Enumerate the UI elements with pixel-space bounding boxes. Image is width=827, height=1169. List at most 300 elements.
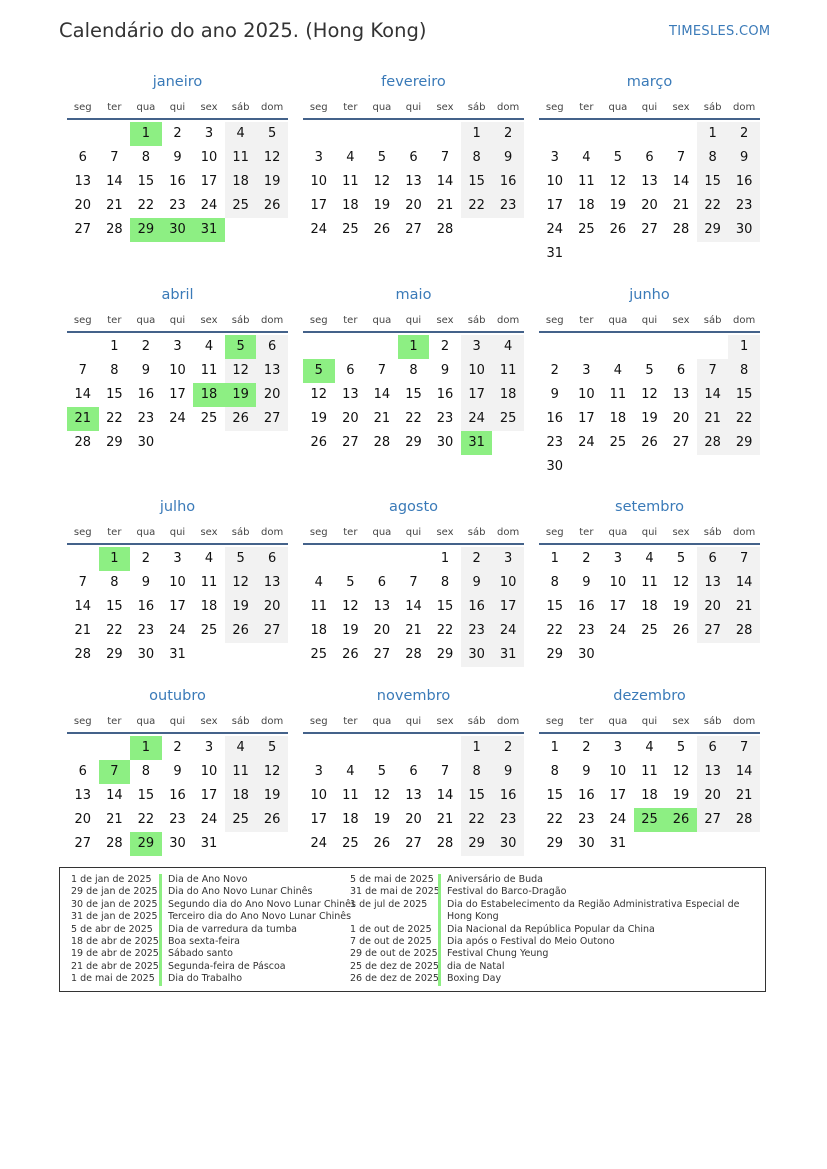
- day-cell: 11: [641, 764, 658, 779]
- day-cell: 16: [546, 411, 564, 426]
- day-cell: 3: [204, 740, 214, 755]
- weekday-label: dom: [261, 715, 284, 727]
- day-cell: 2: [492, 122, 524, 146]
- holiday-name: Boa sexta-feira: [159, 936, 240, 948]
- day-cell: 13: [256, 359, 288, 383]
- weekday-label: ter: [107, 526, 122, 538]
- day-cell: 27: [74, 222, 92, 237]
- weekday-label: ter: [579, 715, 594, 727]
- day-cell: 28: [74, 435, 92, 450]
- day-cell: 23: [436, 411, 454, 426]
- day-cell: 3: [173, 339, 182, 354]
- day-cell: 7: [440, 764, 450, 779]
- weekday-label: sex: [672, 314, 690, 326]
- day-cell: 24: [169, 411, 186, 426]
- day-cell: 13: [256, 571, 288, 595]
- day-cell: 8: [461, 146, 493, 170]
- weekday-label: sáb: [231, 715, 250, 727]
- day-cell: 4: [204, 551, 214, 566]
- holiday-entry: [71, 874, 356, 886]
- empty-cell: [256, 431, 288, 455]
- day-cell: 19: [256, 784, 288, 808]
- day-cell: 27: [256, 619, 288, 643]
- empty-cell: [335, 547, 367, 571]
- empty-cell: [728, 455, 760, 479]
- empty-cell: [67, 122, 99, 146]
- holiday-entry: [71, 948, 356, 960]
- weekday-label: dom: [733, 314, 756, 326]
- week-row: [303, 122, 524, 146]
- day-cell: 2: [173, 740, 182, 755]
- holiday-day: 5: [303, 359, 335, 383]
- week-row: [539, 808, 760, 832]
- empty-cell: [303, 122, 335, 146]
- day-cell: 3: [613, 551, 623, 566]
- weekday-label: dom: [261, 101, 284, 113]
- holiday-name: Dia de Ano Novo: [159, 874, 247, 886]
- day-cell: 20: [405, 812, 422, 827]
- day-cell: 18: [492, 383, 524, 407]
- month-junho: [539, 285, 760, 479]
- week-row: [303, 431, 524, 455]
- day-cell: 11: [342, 788, 359, 803]
- day-cell: 3: [314, 150, 323, 165]
- week-row: [303, 383, 524, 407]
- day-cell: 28: [405, 647, 422, 662]
- day-cell: 28: [697, 431, 729, 455]
- weekday-header: [539, 521, 760, 545]
- day-cell: 24: [578, 435, 595, 450]
- weekday-label: dom: [497, 526, 520, 538]
- empty-cell: [539, 335, 571, 359]
- empty-cell: [398, 547, 430, 571]
- day-cell: 3: [582, 363, 591, 378]
- day-cell: 10: [609, 575, 627, 590]
- day-cell: 1: [697, 122, 729, 146]
- weekday-label: ter: [579, 526, 594, 538]
- day-cell: 24: [310, 222, 328, 237]
- day-cell: 9: [141, 363, 151, 378]
- month-name: maio: [395, 287, 432, 303]
- empty-cell: [256, 643, 288, 667]
- day-cell: 16: [137, 599, 155, 614]
- day-cell: 16: [169, 174, 186, 189]
- week-row: [539, 218, 760, 242]
- week-row: [67, 431, 288, 455]
- empty-cell: [303, 335, 335, 359]
- day-cell: 28: [106, 222, 123, 237]
- holiday-day: 29: [130, 832, 162, 856]
- month-name: agosto: [388, 499, 439, 515]
- day-cell: 10: [492, 571, 524, 595]
- day-cell: 10: [169, 363, 186, 378]
- day-cell: 10: [546, 174, 564, 189]
- day-cell: 25: [342, 222, 359, 237]
- day-cell: 3: [492, 547, 524, 571]
- day-cell: 6: [377, 575, 387, 590]
- day-cell: 13: [697, 571, 729, 595]
- week-row: [67, 643, 288, 667]
- weekday-header: [303, 309, 524, 333]
- week-row: [539, 242, 760, 266]
- day-cell: 19: [641, 411, 658, 426]
- day-cell: 20: [256, 383, 288, 407]
- day-cell: 25: [492, 407, 524, 431]
- holiday-date: 5 de mai de 2025: [350, 874, 434, 885]
- day-cell: 14: [74, 387, 92, 402]
- day-cell: 23: [461, 619, 493, 643]
- brand-link[interactable]: TIMESLES.COM: [669, 24, 771, 39]
- day-cell: 3: [314, 764, 323, 779]
- day-cell: 9: [173, 150, 182, 165]
- holiday-name: Terceiro dia do Ano Novo Lunar Chinês: [159, 911, 351, 923]
- day-cell: 21: [405, 623, 422, 638]
- day-cell: 5: [377, 150, 387, 165]
- weekday-header: [303, 521, 524, 545]
- weekday-label: qui: [405, 314, 422, 326]
- day-cell: 29: [728, 431, 760, 455]
- empty-cell: [398, 736, 430, 760]
- day-cell: 3: [550, 150, 559, 165]
- day-cell: 11: [310, 599, 328, 614]
- holiday-date: 1 de jan de 2025: [71, 874, 152, 885]
- day-cell: 17: [310, 198, 328, 213]
- empty-cell: [398, 122, 430, 146]
- day-cell: 1: [550, 740, 559, 755]
- day-cell: 6: [697, 736, 729, 760]
- week-row: [303, 170, 524, 194]
- day-cell: 22: [728, 407, 760, 431]
- empty-cell: [602, 455, 634, 479]
- week-row: [303, 407, 524, 431]
- day-cell: 22: [405, 411, 422, 426]
- day-cell: 26: [672, 623, 690, 638]
- day-cell: 27: [405, 836, 422, 851]
- day-cell: 18: [310, 623, 328, 638]
- empty-cell: [634, 643, 666, 667]
- week-row: [303, 335, 524, 359]
- day-cell: 2: [550, 363, 559, 378]
- day-cell: 19: [373, 198, 391, 213]
- holiday-entry: [71, 886, 356, 898]
- empty-cell: [697, 455, 729, 479]
- week-row: [67, 194, 288, 218]
- day-cell: 2: [173, 126, 182, 141]
- day-cell: 23: [492, 194, 524, 218]
- day-cell: 15: [137, 788, 155, 803]
- week-row: [67, 760, 288, 784]
- day-cell: 26: [256, 194, 288, 218]
- month-name: fevereiro: [381, 74, 446, 90]
- day-cell: 31: [492, 643, 524, 667]
- day-cell: 15: [137, 174, 155, 189]
- day-cell: 25: [342, 836, 359, 851]
- weekday-label: sáb: [467, 715, 486, 727]
- week-row: [303, 547, 524, 571]
- day-cell: 20: [342, 411, 359, 426]
- day-cell: 9: [728, 146, 760, 170]
- day-cell: 15: [728, 383, 760, 407]
- day-cell: 13: [373, 599, 391, 614]
- weekday-label: qui: [641, 101, 658, 113]
- day-cell: 9: [492, 760, 524, 784]
- day-cell: 11: [609, 387, 627, 402]
- day-cell: 6: [409, 150, 418, 165]
- empty-cell: [634, 455, 666, 479]
- day-cell: 13: [74, 174, 92, 189]
- day-cell: 23: [546, 435, 564, 450]
- day-cell: 12: [672, 764, 690, 779]
- day-cell: 2: [141, 339, 151, 354]
- day-cell: 7: [110, 150, 119, 165]
- day-cell: 9: [492, 146, 524, 170]
- day-cell: 8: [409, 363, 418, 378]
- holiday-entry: [350, 886, 747, 898]
- day-cell: 12: [672, 575, 690, 590]
- day-cell: 10: [200, 764, 218, 779]
- weekday-label: dom: [261, 314, 284, 326]
- weekday-header: [67, 309, 288, 333]
- holiday-name: Dia do Ano Novo Lunar Chinês: [159, 886, 312, 898]
- day-cell: 27: [697, 619, 729, 643]
- day-cell: 23: [578, 623, 595, 638]
- day-cell: 31: [546, 246, 564, 261]
- weekday-label: ter: [343, 101, 358, 113]
- day-cell: 30: [137, 647, 155, 662]
- empty-cell: [303, 547, 335, 571]
- day-cell: 14: [436, 788, 454, 803]
- week-row: [303, 619, 524, 643]
- day-cell: 10: [578, 387, 595, 402]
- empty-cell: [665, 643, 697, 667]
- day-cell: 21: [373, 411, 391, 426]
- holiday-day: 1: [130, 736, 162, 760]
- week-row: [539, 784, 760, 808]
- empty-cell: [193, 431, 225, 455]
- day-cell: 19: [672, 599, 690, 614]
- holiday-entry: [350, 973, 747, 985]
- month-name: março: [626, 74, 673, 90]
- weekday-label: qua: [608, 715, 628, 727]
- weekday-label: seg: [309, 715, 328, 727]
- day-cell: 14: [436, 174, 454, 189]
- day-cell: 7: [78, 575, 87, 590]
- empty-cell: [634, 335, 666, 359]
- holiday-date: 5 de abr de 2025: [71, 923, 153, 935]
- day-cell: 10: [310, 788, 328, 803]
- day-cell: 29: [106, 435, 123, 450]
- day-cell: 17: [200, 174, 218, 189]
- empty-cell: [335, 335, 367, 359]
- empty-cell: [665, 335, 697, 359]
- weekday-header: [67, 521, 288, 545]
- day-cell: 15: [436, 599, 454, 614]
- day-cell: 8: [550, 575, 559, 590]
- day-cell: 7: [409, 575, 418, 590]
- day-cell: 22: [546, 623, 564, 638]
- day-cell: 17: [169, 599, 186, 614]
- page-title: Calendário do ano 2025. (Hong Kong): [59, 19, 427, 42]
- day-cell: 19: [256, 170, 288, 194]
- month-name: novembro: [376, 688, 451, 704]
- day-cell: 6: [78, 764, 87, 779]
- day-cell: 26: [225, 619, 257, 643]
- empty-cell: [99, 122, 131, 146]
- empty-cell: [225, 832, 257, 856]
- week-row: [67, 832, 288, 856]
- day-cell: 24: [461, 407, 493, 431]
- day-cell: 17: [609, 599, 627, 614]
- day-cell: 20: [74, 198, 92, 213]
- day-cell: 22: [546, 812, 564, 827]
- week-row: [67, 736, 288, 760]
- day-cell: 4: [204, 339, 214, 354]
- holiday-day: 19: [225, 383, 257, 407]
- day-cell: 18: [641, 599, 658, 614]
- weekday-label: qua: [136, 314, 156, 326]
- day-cell: 12: [641, 387, 658, 402]
- day-cell: 16: [578, 599, 595, 614]
- day-cell: 24: [169, 623, 186, 638]
- weekday-label: qui: [169, 314, 186, 326]
- day-cell: 5: [676, 551, 686, 566]
- week-row: [303, 736, 524, 760]
- day-cell: 19: [373, 812, 391, 827]
- day-cell: 20: [641, 198, 658, 213]
- month-name: junho: [629, 287, 670, 303]
- week-row: [539, 194, 760, 218]
- weekday-label: seg: [73, 715, 92, 727]
- day-cell: 30: [436, 435, 454, 450]
- day-cell: 1: [440, 551, 450, 566]
- holiday-day: 29: [130, 218, 162, 242]
- week-row: [303, 643, 524, 667]
- weekday-label: sáb: [467, 526, 486, 538]
- day-cell: 10: [461, 359, 493, 383]
- day-cell: 17: [492, 595, 524, 619]
- holiday-name: dia de Natal: [438, 961, 747, 973]
- week-row: [67, 571, 288, 595]
- empty-cell: [602, 643, 634, 667]
- empty-cell: [634, 832, 666, 856]
- day-cell: 18: [225, 784, 257, 808]
- holiday-name: Segunda-feira de Páscoa: [159, 961, 286, 973]
- weekday-label: sex: [200, 526, 218, 538]
- weekday-label: sáb: [467, 101, 486, 113]
- day-cell: 9: [440, 363, 450, 378]
- day-cell: 26: [641, 435, 658, 450]
- day-cell: 22: [137, 198, 155, 213]
- empty-cell: [697, 832, 729, 856]
- week-row: [67, 784, 288, 808]
- day-cell: 15: [461, 784, 493, 808]
- weekday-label: sex: [436, 314, 454, 326]
- day-cell: 2: [582, 551, 591, 566]
- holiday-day: 1: [99, 547, 131, 571]
- week-row: [67, 619, 288, 643]
- day-cell: 4: [582, 150, 591, 165]
- day-cell: 5: [256, 736, 288, 760]
- day-cell: 20: [405, 198, 422, 213]
- holiday-name: Aniversário de Buda: [438, 874, 747, 886]
- weekday-header: [303, 710, 524, 734]
- weekday-label: sáb: [231, 314, 250, 326]
- holiday-entry: [71, 924, 356, 936]
- weekday-label: sáb: [231, 526, 250, 538]
- holiday-entry: [350, 899, 747, 924]
- holiday-day: 1: [398, 335, 430, 359]
- day-cell: 9: [582, 575, 591, 590]
- empty-cell: [366, 122, 398, 146]
- day-cell: 11: [225, 760, 257, 784]
- day-cell: 1: [110, 339, 119, 354]
- day-cell: 14: [697, 383, 729, 407]
- holiday-entry: [71, 961, 356, 973]
- empty-cell: [665, 832, 697, 856]
- day-cell: 5: [377, 764, 387, 779]
- month-março: [539, 72, 760, 266]
- day-cell: 23: [728, 194, 760, 218]
- day-cell: 9: [550, 387, 559, 402]
- day-cell: 14: [106, 174, 123, 189]
- weekday-label: ter: [343, 526, 358, 538]
- week-row: [67, 335, 288, 359]
- empty-cell: [193, 643, 225, 667]
- day-cell: 25: [225, 808, 257, 832]
- day-cell: 12: [373, 788, 391, 803]
- weekday-label: ter: [579, 101, 594, 113]
- weekday-label: sex: [672, 526, 690, 538]
- day-cell: 6: [645, 150, 654, 165]
- day-cell: 17: [200, 788, 218, 803]
- empty-cell: [366, 335, 398, 359]
- day-cell: 8: [728, 359, 760, 383]
- week-row: [539, 760, 760, 784]
- day-cell: 7: [728, 736, 760, 760]
- empty-cell: [366, 547, 398, 571]
- holiday-date: 7 de out de 2025: [350, 936, 432, 948]
- day-cell: 2: [728, 122, 760, 146]
- holiday-entry: [71, 936, 356, 948]
- day-cell: 14: [74, 599, 92, 614]
- empty-cell: [571, 122, 603, 146]
- weekday-label: sex: [672, 715, 690, 727]
- day-cell: 25: [225, 194, 257, 218]
- empty-cell: [492, 431, 524, 455]
- weekday-label: dom: [733, 715, 756, 727]
- day-cell: 22: [436, 623, 454, 638]
- week-row: [539, 170, 760, 194]
- day-cell: 5: [256, 122, 288, 146]
- day-cell: 25: [609, 435, 627, 450]
- weekday-label: seg: [545, 526, 564, 538]
- week-row: [303, 146, 524, 170]
- day-cell: 31: [609, 836, 627, 851]
- day-cell: 13: [74, 788, 92, 803]
- day-cell: 24: [200, 812, 218, 827]
- day-cell: 2: [440, 339, 450, 354]
- day-cell: 4: [225, 122, 257, 146]
- month-agosto: [303, 497, 524, 667]
- empty-cell: [602, 335, 634, 359]
- weekday-label: sáb: [467, 314, 486, 326]
- holiday-name: Segundo dia do Ano Novo Lunar Chinês: [159, 899, 356, 911]
- week-row: [303, 194, 524, 218]
- week-row: [303, 808, 524, 832]
- holiday-name: Dia Nacional da República Popular da China: [438, 924, 747, 936]
- empty-cell: [728, 242, 760, 266]
- week-row: [303, 359, 524, 383]
